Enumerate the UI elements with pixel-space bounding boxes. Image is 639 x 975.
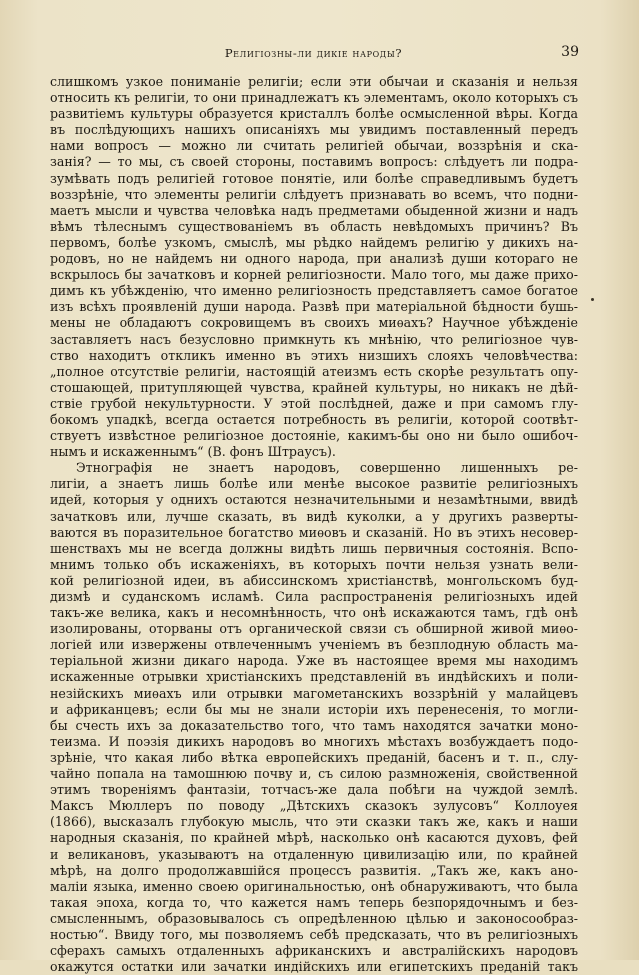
text-line: родовъ, но не найдемъ ни одного народа, при анализѣ души котораго не — [50, 251, 578, 267]
text-line: бы счесть ихъ за доказательство того, что тамъ находятся зачатки моно- — [50, 717, 578, 733]
text-line: окажутся остатки или зачатки индійскихъ или египетскихъ преданій такъ — [50, 959, 578, 975]
text-line: ваются въ поразительное богатство миѳовъ и сказаній. Но въ этихъ несовер- — [50, 524, 578, 540]
text-line: въ послѣдующихъ нашихъ описаніяхъ мы увидимъ поставленный передъ — [50, 122, 578, 138]
text-line: занія? — то мы, съ своей стороны, поставимъ вопросъ: слѣдуетъ ли подра- — [50, 154, 578, 170]
text-line: народныя сказанія, по крайней мѣрѣ, насколько онѣ касаются духовъ, фей — [50, 830, 578, 846]
text-line: Этнографія не знаетъ народовъ, совершенно лишенныхъ ре- — [76, 460, 578, 476]
paragraph — [50, 74, 578, 460]
text-line: смысленнымъ, образовывалось съ опредѣленною цѣлью и законосообраз- — [50, 910, 578, 926]
text-line: теизма. И поэзія дикихъ народовъ во многихъ мѣстахъ возбуждаетъ подо- — [50, 733, 578, 749]
text-line: Максъ Мюллеръ по поводу „Дѣтскихъ сказокъ зулусовъ“ Коллоуея — [50, 798, 578, 814]
paragraph — [50, 460, 578, 975]
text-line: заставляетъ насъ безусловно примкнуть къ мнѣнію, что религіозное чув- — [50, 331, 578, 347]
page-header — [48, 44, 579, 64]
text-line: воззрѣніе, что элементы религіи слѣдуетъ признавать во всемъ, что подни- — [50, 186, 578, 202]
text-line: шенствахъ мы не всегда должны видѣть лишь первичныя состоянія. Вспо- — [50, 540, 578, 556]
text-line: лигіи, а знаетъ лишь болѣе или менѣе высокое развитіе религіозныхъ — [50, 476, 578, 492]
text-line: вскрылось бы зачатковъ и корней религіозности. Мало того, мы даже прихо- — [50, 267, 578, 283]
text-line: чайно попала на тамошнюю почву и, съ силою размноженія, свойственной — [50, 766, 578, 782]
text-line: слишкомъ узкое пониманіе религіи; если эти обычаи и сказанія и нельзя — [50, 74, 578, 89]
text-line: ство находитъ откликъ именно въ этихъ низшихъ слояхъ человѣчества: — [50, 347, 578, 363]
text-line: относить къ религіи, то они принадлежатъ къ элементамъ, около которыхъ съ — [50, 90, 578, 106]
text-line: сферахъ самыхъ отдаленныхъ африканскихъ и австралійскихъ народовъ — [50, 943, 578, 959]
text-line: маліи языка, именно своею оригинальностью, онѣ обнаруживаютъ, что была — [50, 878, 578, 894]
text-line: изолированы, оторваны отъ органической связи съ обширной живой миѳо- — [50, 621, 578, 637]
text-line: зумѣвать подъ религіей готовое понятіе, или болѣе справедливымъ будетъ — [50, 170, 578, 186]
text-line: стошающей, притупляющей чувства, крайней культуры, но никакъ не дѣй- — [50, 379, 578, 395]
running-title: Религіозны-ли дикіе народы? — [224, 46, 403, 60]
text-line: нымъ и искаженнымъ“ (В. фонъ Штраусъ). — [50, 444, 336, 460]
text-line: маетъ мысли и чувства человѣка надъ предметами обыденной жизни и надъ — [50, 202, 578, 218]
text-line: мены не обладаютъ сокровищемъ въ своихъ миѳахъ? Научное убѣжденіе — [50, 315, 578, 331]
text-line: теріальной жизни дикаго народа. Уже въ настоящее время мы находимъ — [50, 653, 578, 669]
text-line: мнимъ только объ искаженіяхъ, въ которыхъ почти нельзя узнать вели- — [50, 556, 578, 572]
text-line: зрѣніе, что какая либо вѣтка европейскихъ преданій, басенъ и т. п., слу- — [50, 749, 578, 765]
body-text — [50, 74, 578, 975]
text-line: логіей или извержены отвлеченнымъ ученіемъ въ безплодную область ма- — [50, 637, 578, 653]
margin-mark — [591, 298, 594, 301]
text-line: мѣрѣ, на долго продолжавшійся процессъ развитія. „Такъ же, какъ ано- — [50, 862, 578, 878]
text-line: развитіемъ культуры образуется кристаллъ болѣе осмысленной вѣры. Когда — [50, 106, 578, 122]
text-line: ностью“. Ввиду того, мы позволяемъ себѣ предсказать, что въ религіозныхъ — [50, 926, 578, 942]
text-line: ствіе грубой некультурности. У этой послѣдней, даже и при самомъ глу- — [50, 395, 578, 411]
text-line: незійскихъ миѳахъ или отрывки магометанскихъ воззрѣній у малайцевъ — [50, 685, 578, 701]
text-line: такъ-же велика, какъ и несомнѣнность, что онѣ искажаются тамъ, гдѣ онѣ — [50, 605, 578, 621]
text-line: кой религіозной идеи, въ абиссинскомъ христіанствѣ, монгольскомъ буд- — [50, 572, 578, 588]
text-line: нами вопросъ — можно ли считать религіей обычаи, воззрѣнія и ска- — [50, 138, 578, 154]
text-line: дизмѣ и суданскомъ исламѣ. Сила распространенія религіозныхъ идей — [50, 589, 578, 604]
text-line: изъ всѣхъ проявленій души народа. Развѣ при матеріальной бѣдности бушь- — [50, 299, 578, 315]
text-line: этимъ твореніямъ фантазіи, тотчасъ-же дала побѣги на чуждой землѣ. — [50, 782, 578, 798]
text-line: димъ къ убѣжденію, что именно религіозность представляетъ самое богатое — [50, 283, 578, 299]
text-line: вѣмъ тѣлеснымъ существованіемъ въ область невѣдомыхъ причинъ? Въ — [50, 218, 578, 234]
page-number: 39 — [561, 44, 579, 60]
text-line: и африканцевъ; если бы мы не знали исторіи ихъ перенесенія, то могли- — [50, 701, 578, 717]
text-line: ствуетъ извѣстное религіозное достояніе, какимъ-бы оно ни было ошибоч- — [50, 428, 578, 444]
text-line: и великановъ, указываютъ на отдаленную цивилизацію или, по крайней — [50, 846, 578, 862]
text-line: „полное отсутствіе религіи, настоящій атеизмъ есть скорѣе результатъ опу- — [50, 363, 578, 379]
text-line: такая эпоха, когда то, что кажется намъ теперь безпорядочнымъ и без- — [50, 894, 578, 910]
text-line: идей, которыя у однихъ остаются незначительными и незамѣтными, ввидѣ — [50, 492, 578, 508]
text-line: (1866), высказалъ глубокую мысль, что эти сказки такъ же, какъ и наши — [50, 814, 578, 830]
text-line: бокомъ упадкѣ, всегда остается потребность въ религіи, которой соотвѣт- — [50, 411, 578, 427]
text-line: искаженные отрывки христіанскихъ представленій въ индѣйскихъ и поли- — [50, 669, 578, 685]
text-line: зачатковъ или, лучше сказать, въ видѣ куколки, а у другихъ разверты- — [50, 508, 578, 524]
text-line: первомъ, болѣе узкомъ, смыслѣ, мы рѣдко найдемъ религію у дикихъ на- — [50, 234, 578, 250]
